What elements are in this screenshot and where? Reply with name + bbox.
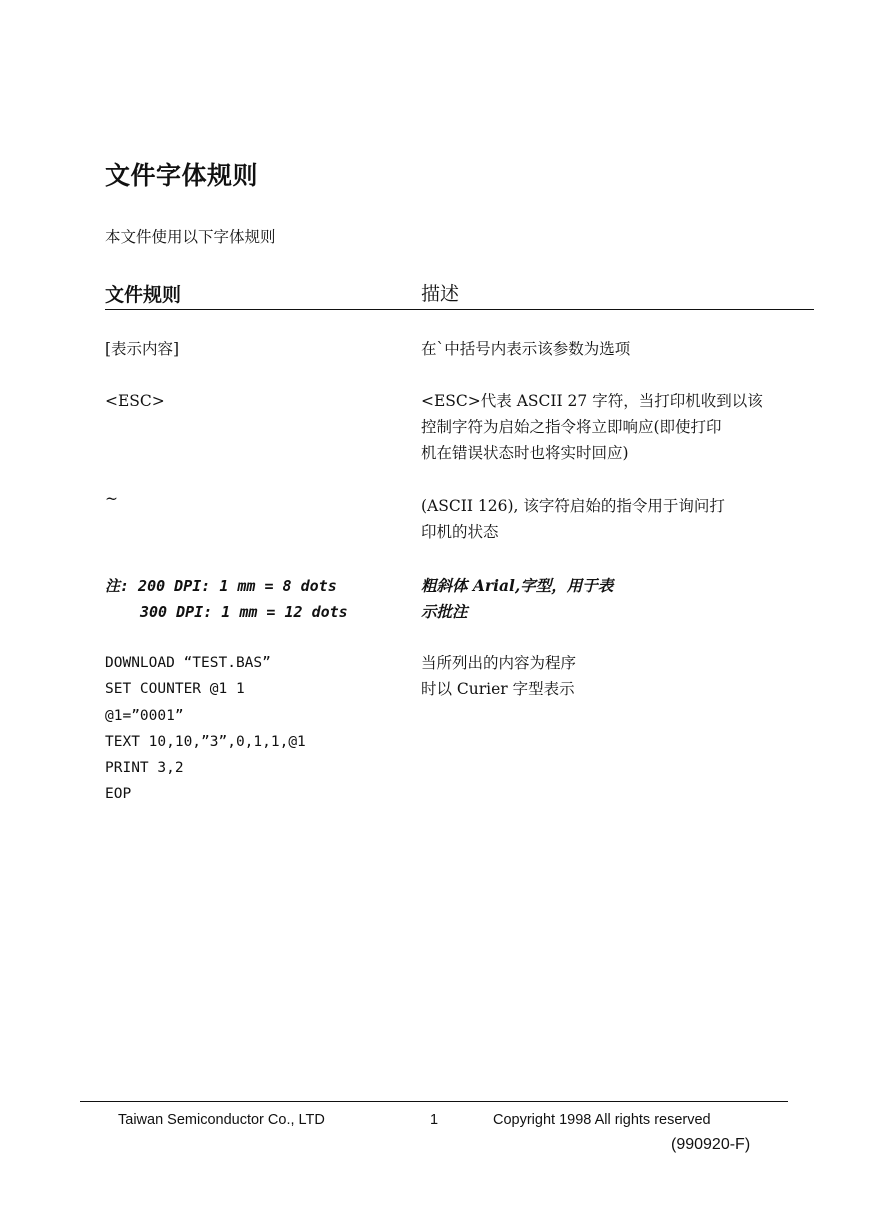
description-line: 印机的状态 [421, 523, 499, 541]
description-line: 机在错误状态时也将实时回应) [421, 444, 629, 462]
note-line: 注: 200 DPI: 1 mm = 8 dots [105, 577, 337, 595]
column-header-convention: 文件规则 [105, 284, 182, 306]
code-line: TEXT 10,10,”3”,0,1,1,@1 [105, 733, 306, 750]
intro-text: 本文件使用以下字体规则 [105, 228, 276, 246]
note-description [421, 573, 613, 625]
code-line: PRINT 3,2 [105, 760, 184, 777]
header-divider [105, 309, 814, 310]
page-title: 文件字体规则 [105, 161, 259, 190]
footer-divider [80, 1101, 788, 1102]
code-description [421, 650, 576, 702]
description-esc [421, 388, 763, 466]
code-line: EOP [105, 786, 132, 803]
code-example [105, 650, 306, 808]
document-code: (990920-F) [671, 1136, 751, 1153]
convention-brackets: [表示内容] [105, 340, 180, 358]
note-dpi [105, 573, 348, 625]
convention-tilde: ~ [105, 490, 118, 508]
description-line: 在`中括号内表示该参数为选项 [421, 340, 631, 358]
note-description-line: 示批注 [421, 602, 468, 621]
code-line: DOWNLOAD “TEST.BAS” [105, 655, 271, 671]
note-line: 300 DPI: 1 mm = 12 dots [140, 603, 348, 621]
description-line: 控制字符为启始之指令将立即响应(即使打印 [421, 418, 722, 436]
code-line: SET COUNTER @1 1 [105, 681, 245, 698]
code-description-line: 时以 Curier 字型表示 [421, 680, 575, 698]
footer-company: Taiwan Semiconductor Co., LTD [118, 1112, 325, 1128]
footer-copyright: Copyright 1998 All rights reserved [493, 1112, 711, 1128]
convention-esc: <ESC> [105, 392, 165, 410]
note-description-line: 粗斜体 Arial,字型，用于表 [421, 576, 614, 595]
code-description-line: 当所列出的内容为程序 [421, 654, 577, 672]
code-line: @1=”0001” [105, 707, 184, 724]
description-brackets [421, 336, 630, 362]
page-number: 1 [430, 1112, 439, 1128]
description-line: <ESC>代表 ASCII 27 字符，当打印机收到以该 [421, 392, 763, 410]
description-tilde [421, 493, 725, 545]
description-line: (ASCII 126), 该字符启始的指令用于询问打 [421, 497, 725, 515]
column-header-description: 描述 [421, 283, 460, 305]
